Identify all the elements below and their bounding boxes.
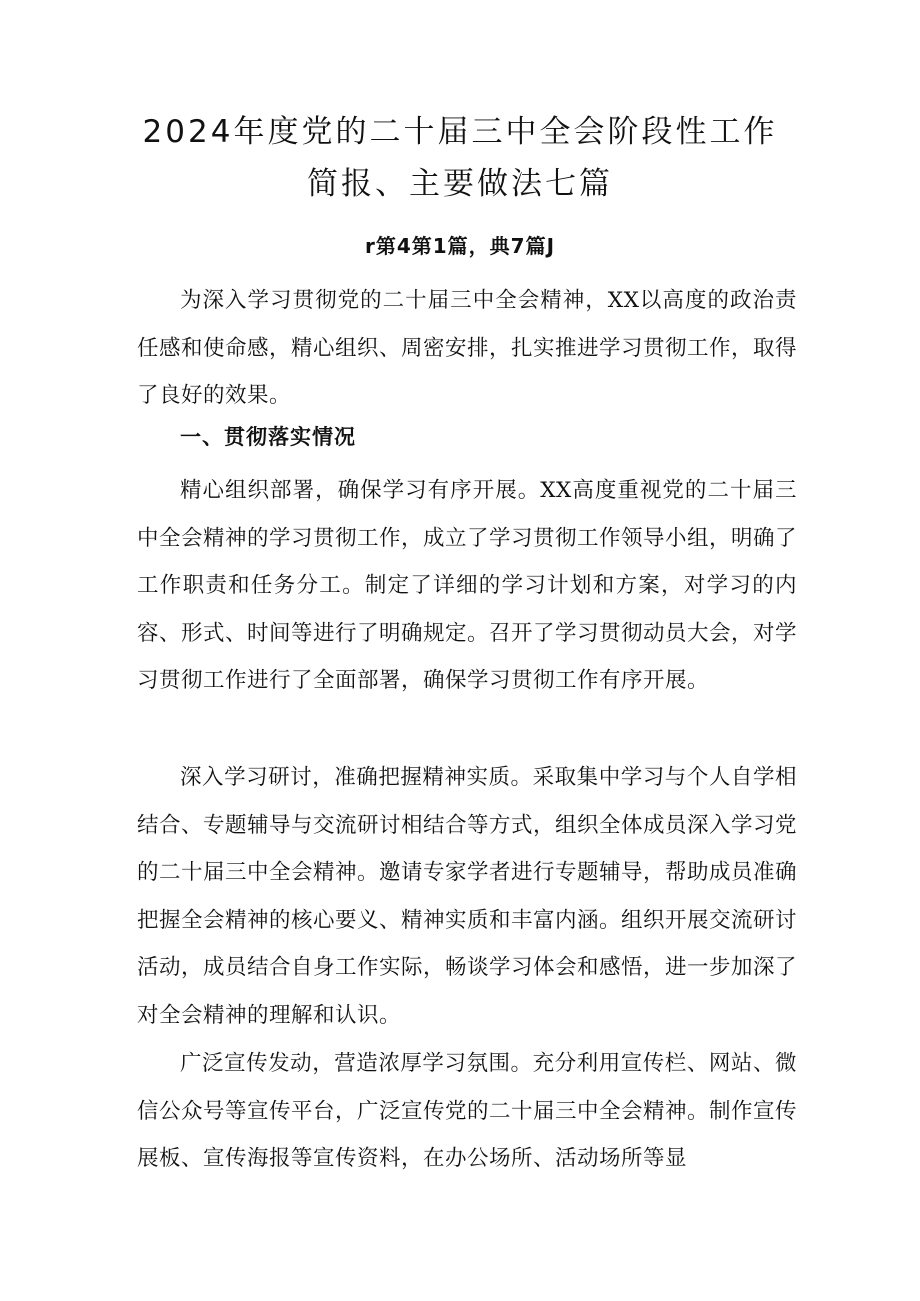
document-title-line-1: 2024年度党的二十届三中全会阶段性工作 — [142, 114, 778, 150]
paragraph-intro: 为深入学习贯彻党的二十届三中全会精神，XX以高度的政治责任感和使命感，精心组织、周密安排，扎实推进学习贯彻工作，取得了良好的效果。 — [137, 288, 798, 409]
document-subtitle: r第4第1篇，典7篇J — [364, 234, 556, 258]
document-title-line-2: 简报、主要做法七篇 — [307, 166, 613, 202]
paragraph-study: 深入学习研讨，准确把握精神实质。采取集中学习与个人自学相结合、专题辅导与交流研讨相结合等方式，组织全体成员深入学习党的二十届三中全会精神。邀请专家学者进行专题辅导，帮助成员准确把握全会精神的核心要义、精神实质和丰富内涵。组织开展交流研讨活动，成员结合自身工作实际，畅谈学习体会和感悟，进一步加深了对全会精神的理解和认识。 — [137, 765, 798, 1028]
paragraph-publicity: 广泛宣传发动，营造浓厚学习氛围。充分利用宣传栏、网站、微信公众号等宣传平台，广泛宣传党的二十届三中全会精神。制作宣传展板、宣传海报等宣传资料，在办公场所、活动场所等显 — [137, 1051, 798, 1172]
paragraph-organize: 精心组织部署，确保学习有序开展。XX高度重视党的二十届三中全会精神的学习贯彻工作，成立了学习贯彻工作领导小组，明确了工作职责和任务分工。制定了详细的学习计划和方案，对学习的内容、形式、时间等进行了明确规定。召开了学习贯彻动员大会，对学习贯彻工作进行了全面部署，确保学习贯彻工作有序开展。 — [137, 478, 798, 694]
section-heading: 一、贯彻落实情况 — [180, 425, 356, 449]
